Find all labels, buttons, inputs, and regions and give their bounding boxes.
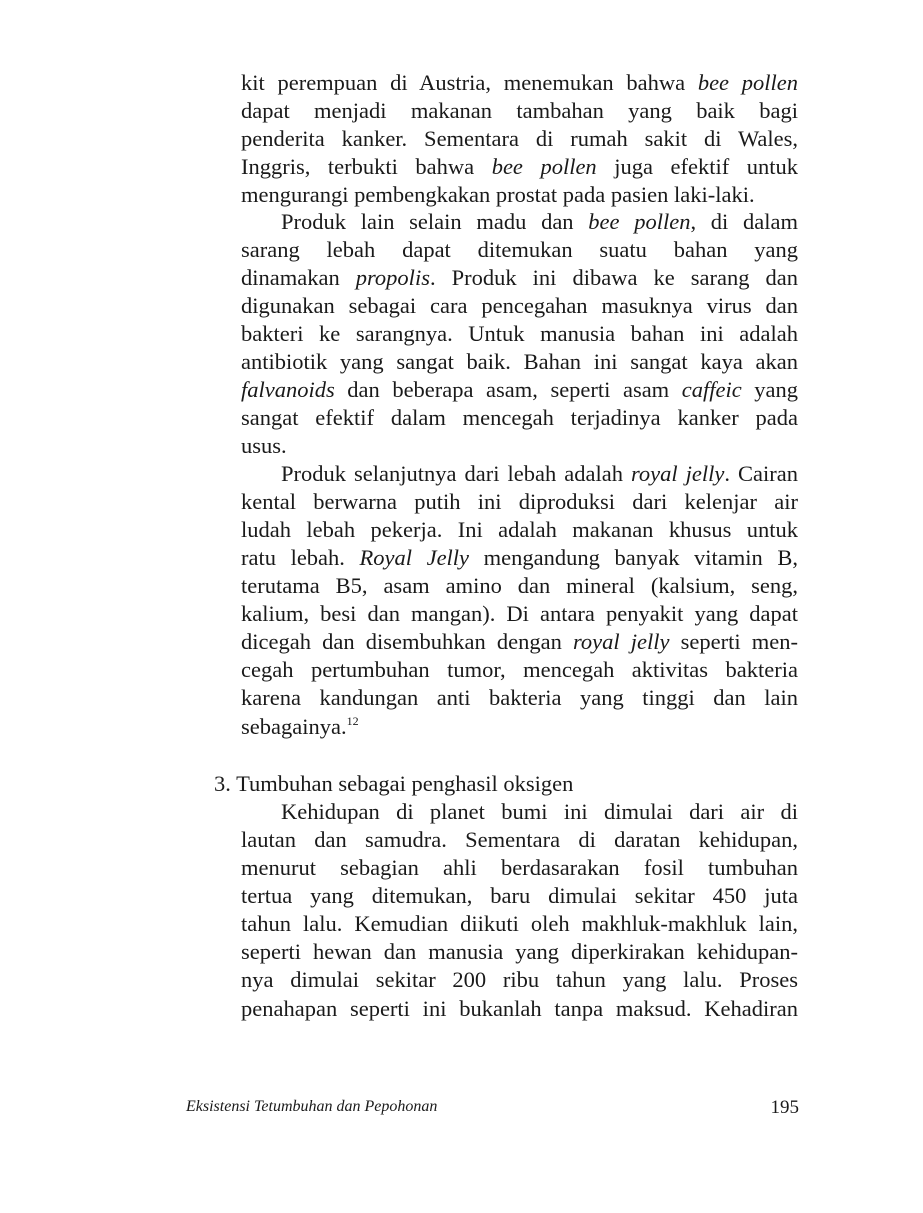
italic-term: falvanoids <box>241 377 335 402</box>
text-line: Produk selanjutnya dari lebah adalah royal jelly. Cairan <box>281 461 798 486</box>
running-footer-title: Eksistensi Tetumbuhan dan Pepohonan <box>186 1098 438 1115</box>
page-number: 195 <box>770 1097 799 1118</box>
text-line: dicegah dan disembuhkan dengan royal jelly seperti men- <box>241 629 798 654</box>
text-line: mengurangi pembengkakan prostat pada pasien laki-laki. <box>241 182 755 207</box>
italic-term: royal jelly <box>572 629 670 654</box>
text-line: sangat efektif dalam mencegah terjadinya kanker pada <box>241 405 798 430</box>
text-line: karena kandungan anti bakteria yang tinggi dan lain <box>241 685 798 710</box>
text-line: penderita kanker. Sementara di rumah sakit di Wales, <box>241 126 798 151</box>
text-line: bakteri ke sarangnya. Untuk manusia bahan ini adalah <box>241 321 798 346</box>
text-line: penahapan seperti ini bukanlah tanpa maksud. Kehadiran <box>241 996 798 1021</box>
text-line: kit perempuan di Austria, menemukan bahwa bee pollen <box>241 70 798 95</box>
text-line: Kehidupan di planet bumi ini dimulai dari air di <box>281 799 798 824</box>
text-line: Produk lain selain madu dan bee pollen, di dalam <box>281 209 799 234</box>
italic-term: bee pollen <box>491 154 597 179</box>
text-line: digunakan sebagai cara pencegahan masuknya virus dan <box>241 293 798 318</box>
section-heading: 3. Tumbuhan sebagai penghasil oksigen <box>214 771 574 796</box>
text-line: tahun lalu. Kemudian diikuti oleh makhluk-makhluk lain, <box>241 911 798 936</box>
text-line: usus. <box>241 433 287 458</box>
text-line: ratu lebah. Royal Jelly mengandung banyak vitamin B, <box>241 545 798 570</box>
text-line: dapat menjadi makanan tambahan yang baik bagi <box>241 98 798 123</box>
text-line: seperti hewan dan manusia yang diperkirakan kehidupan- <box>241 939 798 964</box>
text-line: antibiotik yang sangat baik. Bahan ini sangat kaya akan <box>241 349 798 374</box>
text-line: terutama B5, asam amino dan mineral (kalsium, seng, <box>241 573 798 598</box>
text-line: tertua yang ditemukan, baru dimulai sekitar 450 juta <box>241 883 798 908</box>
italic-term: bee pollen <box>588 209 691 234</box>
italic-term: bee pollen <box>697 70 798 95</box>
text-line: menurut sebagian ahli berdasarakan fosil tumbuhan <box>241 855 798 880</box>
text-line: cegah pertumbuhan tumor, mencegah aktivitas bakteria <box>241 657 798 682</box>
footnote-reference: 12 <box>346 714 359 728</box>
italic-term: caffeic <box>681 377 742 402</box>
text-line: kalium, besi dan mangan). Di antara penyakit yang dapat <box>241 601 798 626</box>
text-line: sarang lebah dapat ditemukan suatu bahan yang <box>241 237 798 262</box>
italic-term: royal jelly <box>630 461 725 486</box>
text-line: ludah lebah pekerja. Ini adalah makanan khusus untuk <box>241 517 798 542</box>
text-line: sebagainya.$^{12}$ <box>241 714 359 739</box>
text-line: lautan dan samudra. Sementara di daratan kehidupan, <box>241 827 798 852</box>
text-line: kental berwarna putih ini diproduksi dari kelenjar air <box>241 489 798 514</box>
text-line: dinamakan propolis. Produk ini dibawa ke sarang dan <box>241 265 798 290</box>
italic-term: Royal Jelly <box>359 545 470 570</box>
text-line: falvanoids dan beberapa asam, seperti asam caffeic yang <box>241 377 798 402</box>
text-line: nya dimulai sekitar 200 ribu tahun yang lalu. Proses <box>241 967 798 992</box>
text-line: Inggris, terbukti bahwa bee pollen juga efektif untuk <box>241 154 798 179</box>
italic-term: propolis <box>355 265 430 290</box>
